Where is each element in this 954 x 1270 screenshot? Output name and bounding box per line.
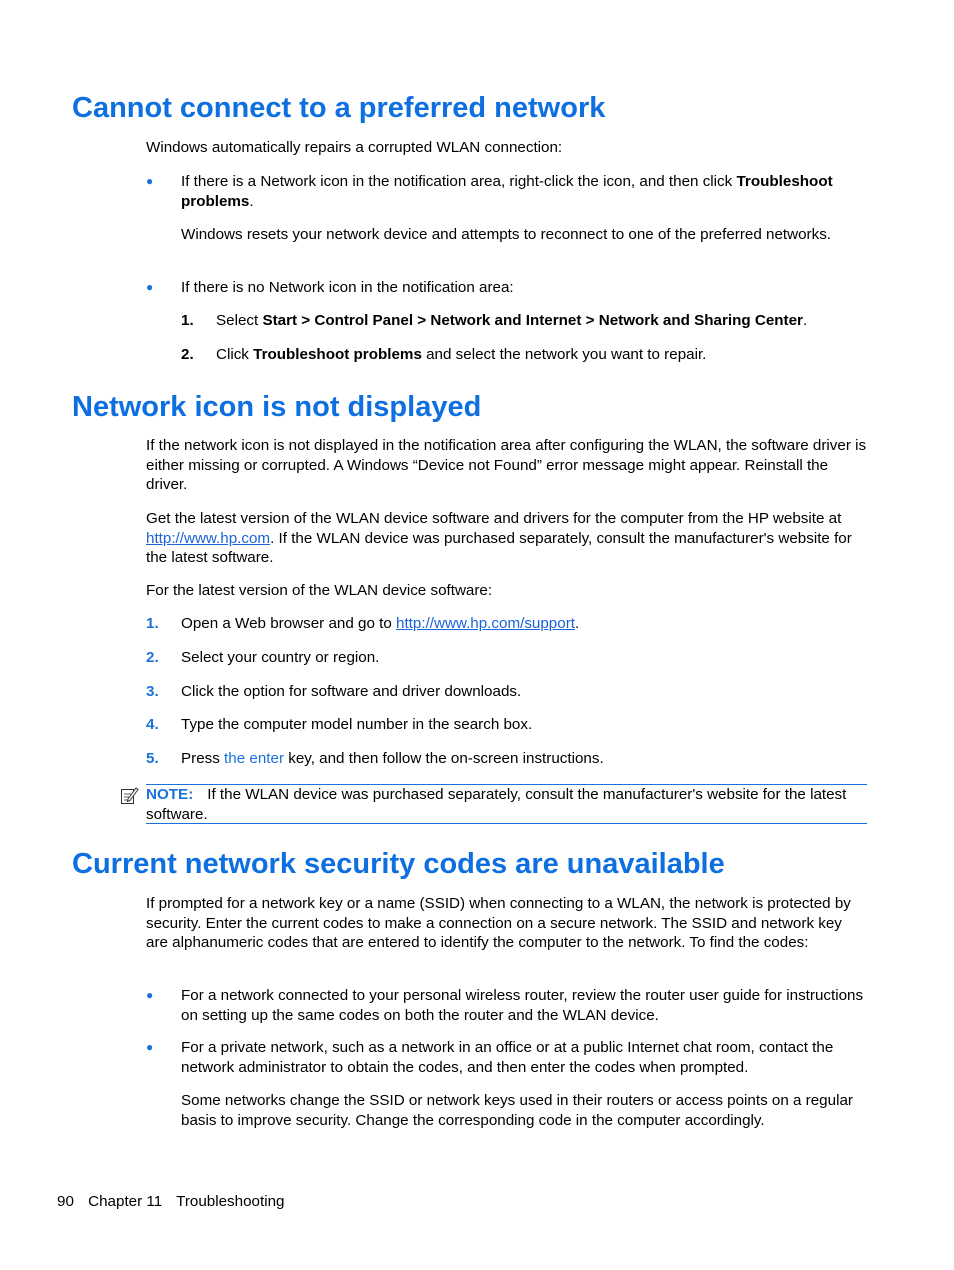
- chapter-title: Troubleshooting: [176, 1193, 285, 1210]
- step-text: Select your country or region.: [181, 649, 380, 666]
- step-text: Type the computer model number in the search box.: [181, 716, 533, 733]
- bullet-icon: ●: [146, 988, 154, 1002]
- section-heading-preferred-network: Cannot connect to a preferred network: [72, 92, 606, 124]
- section3-para1: If prompted for a network key or a name (SSID) when connecting to a WLAN, the network is protected by security. Enter the current codes to make a connection on a secure network. The SSID and network key are alphanumeric codes that are entered to identify the computer to the network. To find the codes:: [146, 895, 851, 951]
- hp-website-link[interactable]: http://www.hp.com: [146, 529, 271, 547]
- bullet-text: For a private network, such as a network in an office or at a public Internet chat room, contact the network administrator to obtain the codes, and then enter the codes when prompted.: [181, 1039, 834, 1076]
- page-footer: [57, 1192, 294, 1212]
- bullet-text: For a network connected to your personal wireless router, review the router user guide for instructions on setting up the same codes on both the router and the WLAN device.: [181, 987, 864, 1024]
- step-text: Press the enter key, and then follow the on-screen instructions.: [181, 750, 604, 767]
- note-text: NOTE: If the WLAN device was purchased separately, consult the manufacturer's website for the latest software.: [146, 786, 847, 823]
- step-number: 1.: [181, 312, 194, 329]
- bullet-icon: ●: [146, 280, 154, 294]
- chapter-label: Chapter 11: [88, 1193, 163, 1210]
- hp-support-link[interactable]: http://www.hp.com/support: [396, 615, 575, 632]
- note-label: NOTE:: [146, 786, 194, 803]
- step-number: 3.: [146, 683, 159, 700]
- bullet-text: If there is a Network icon in the notification area, right-click the icon, and then click Troubleshoot problems.: [181, 173, 833, 210]
- step-number: 4.: [146, 716, 159, 733]
- step-number: 5.: [146, 750, 159, 767]
- step-text: Click Troubleshoot problems and select the network you want to repair.: [216, 346, 707, 363]
- page-number: 90: [57, 1193, 74, 1210]
- section-heading-network-icon: Network icon is not displayed: [72, 391, 482, 423]
- step-text: Open a Web browser and go to http://www.hp.com/support.: [181, 615, 580, 632]
- section1-intro: Windows automatically repairs a corrupted WLAN connection:: [146, 139, 563, 156]
- step-number: 1.: [146, 615, 159, 632]
- step-number: 2.: [181, 346, 194, 363]
- step-text: Click the option for software and driver downloads.: [181, 683, 522, 700]
- note-pencil-icon: [119, 786, 139, 806]
- section2-para1: If the network icon is not displayed in the notification area after configuring the WLAN, the software driver is either missing or corrupted. A Windows “Device not Found” error message might appear. Reinstall the driver.: [146, 437, 867, 493]
- bullet-subtext: Some networks change the SSID or network keys used in their routers or access points on a regular basis to improve security. Change the corresponding code in the computer accordingly.: [181, 1092, 853, 1129]
- section-heading-security-codes: Current network security codes are unavailable: [72, 848, 725, 880]
- bullet-icon: ●: [146, 174, 154, 188]
- section2-para2: Get the latest version of the WLAN device software and drivers for the computer from the HP website at http://www.hp.com. If the WLAN device was purchased separately, consult the manufacturer's website for the latest software.: [146, 510, 852, 566]
- section2-para3: For the latest version of the WLAN device software:: [146, 582, 493, 599]
- bullet-icon: ●: [146, 1040, 154, 1054]
- bullet-subtext: Windows resets your network device and attempts to reconnect to one of the preferred networks.: [181, 226, 832, 243]
- bullet-text: If there is no Network icon in the notification area:: [181, 279, 514, 296]
- note-box: [146, 784, 867, 824]
- step-number: 2.: [146, 649, 159, 666]
- step-text: Select Start > Control Panel > Network and Internet > Network and Sharing Center.: [216, 312, 808, 329]
